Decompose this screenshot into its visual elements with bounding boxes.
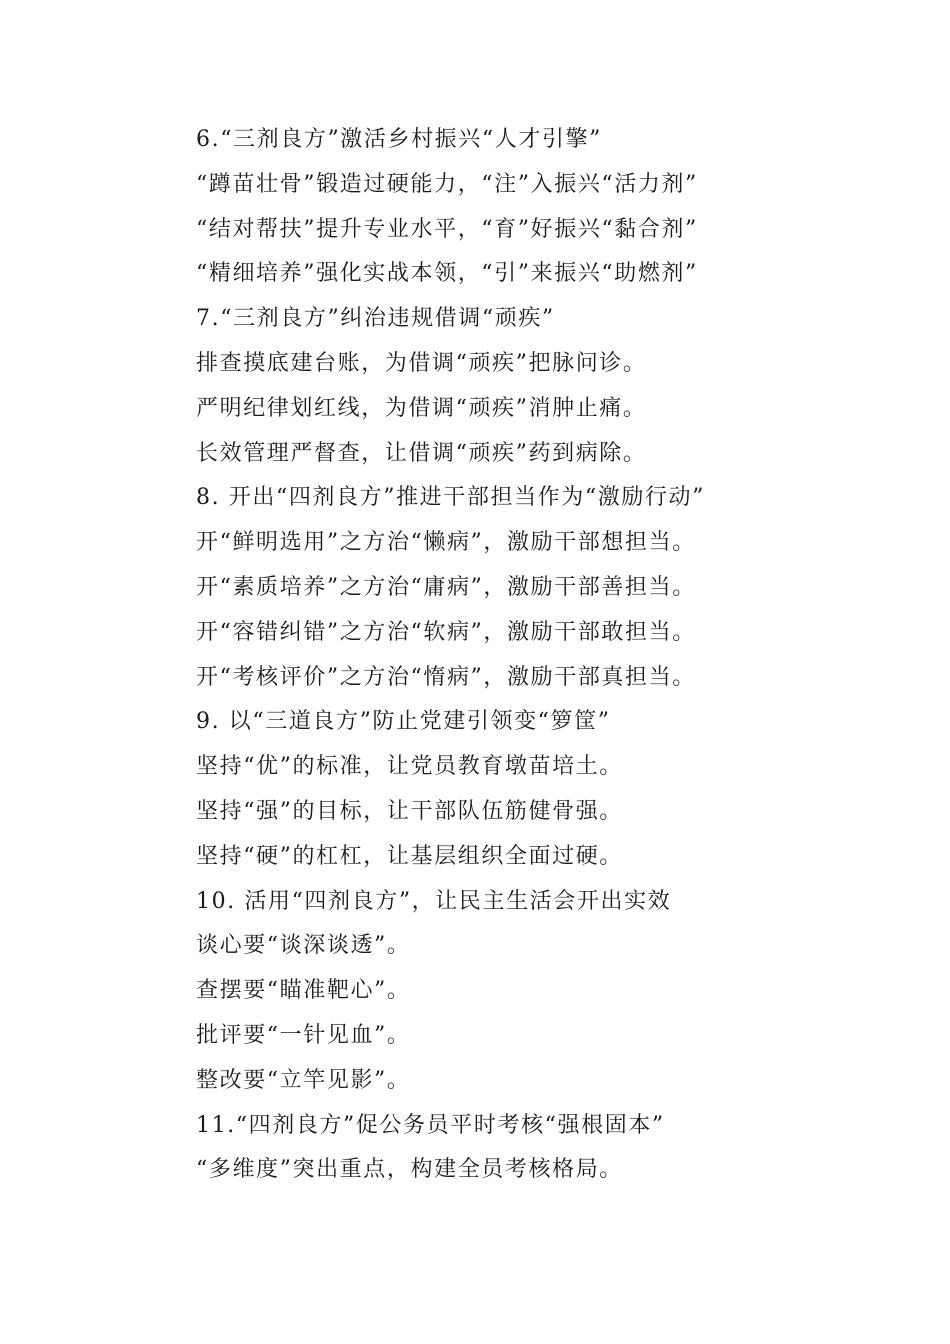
text-line: 开“考核评价”之方治“惰病”，激励干部真担当。	[196, 664, 696, 690]
text-line: “蹲苗壮骨”锻造过硬能力，“注”入振兴“活力剂”	[196, 171, 698, 197]
text-line: 坚持“强”的目标，让干部队伍筋健骨强。	[196, 798, 623, 824]
text-line: 谈心要“谈深谈透”。	[196, 933, 411, 959]
heading-item-9: 9. 以“三道良方”防止党建引领变“箩筐”	[196, 709, 611, 735]
text-line: 排查摸底建台账，为借调“顽疾”把脉问诊。	[196, 350, 647, 376]
text-line: 查摆要“瞄准靶心”。	[196, 978, 411, 1004]
text-line: 坚持“优”的标准，让党员教育墩苗培土。	[196, 754, 623, 780]
text-line: “多维度”突出重点，构建全员考核格局。	[196, 1157, 623, 1183]
heading-item-7: 7.“三剂良方”纠治违规借调“顽疾”	[196, 306, 555, 332]
heading-item-8: 8. 开出“四剂良方”推进干部担当作为“激励行动”	[196, 485, 705, 511]
text-line: 开“鲜明选用”之方治“懒病”，激励干部想担当。	[196, 530, 696, 556]
text-line: 严明纪律划红线，为借调“顽疾”消肿止痛。	[196, 395, 647, 421]
heading-item-11: 11.“四剂良方”促公务员平时考核“强根固本”	[196, 1112, 665, 1138]
heading-item-6: 6.“三剂良方”激活乡村振兴“人才引擎”	[196, 127, 602, 152]
text-line: 开“素质培养”之方治“庸病”，激励干部善担当。	[196, 574, 696, 600]
text-line: “结对帮扶”提升专业水平，“育”好振兴“黏合剂”	[196, 216, 698, 242]
document-body	[196, 118, 836, 1193]
heading-item-10: 10. 活用“四剂良方”，让民主生活会开出实效	[196, 888, 672, 914]
text-line: 批评要“一针见血”。	[196, 1022, 411, 1048]
text-line: “精细培养”强化实战本领，“引”来振兴“助燃剂”	[196, 261, 698, 287]
text-line: 开“容错纠错”之方治“软病”，激励干部敢担当。	[196, 619, 696, 645]
text-line: 坚持“硬”的杠杠，让基层组织全面过硬。	[196, 843, 623, 869]
text-line: 整改要“立竿见影”。	[196, 1067, 411, 1093]
text-line: 长效管理严督查，让借调“顽疾”药到病除。	[196, 440, 647, 466]
